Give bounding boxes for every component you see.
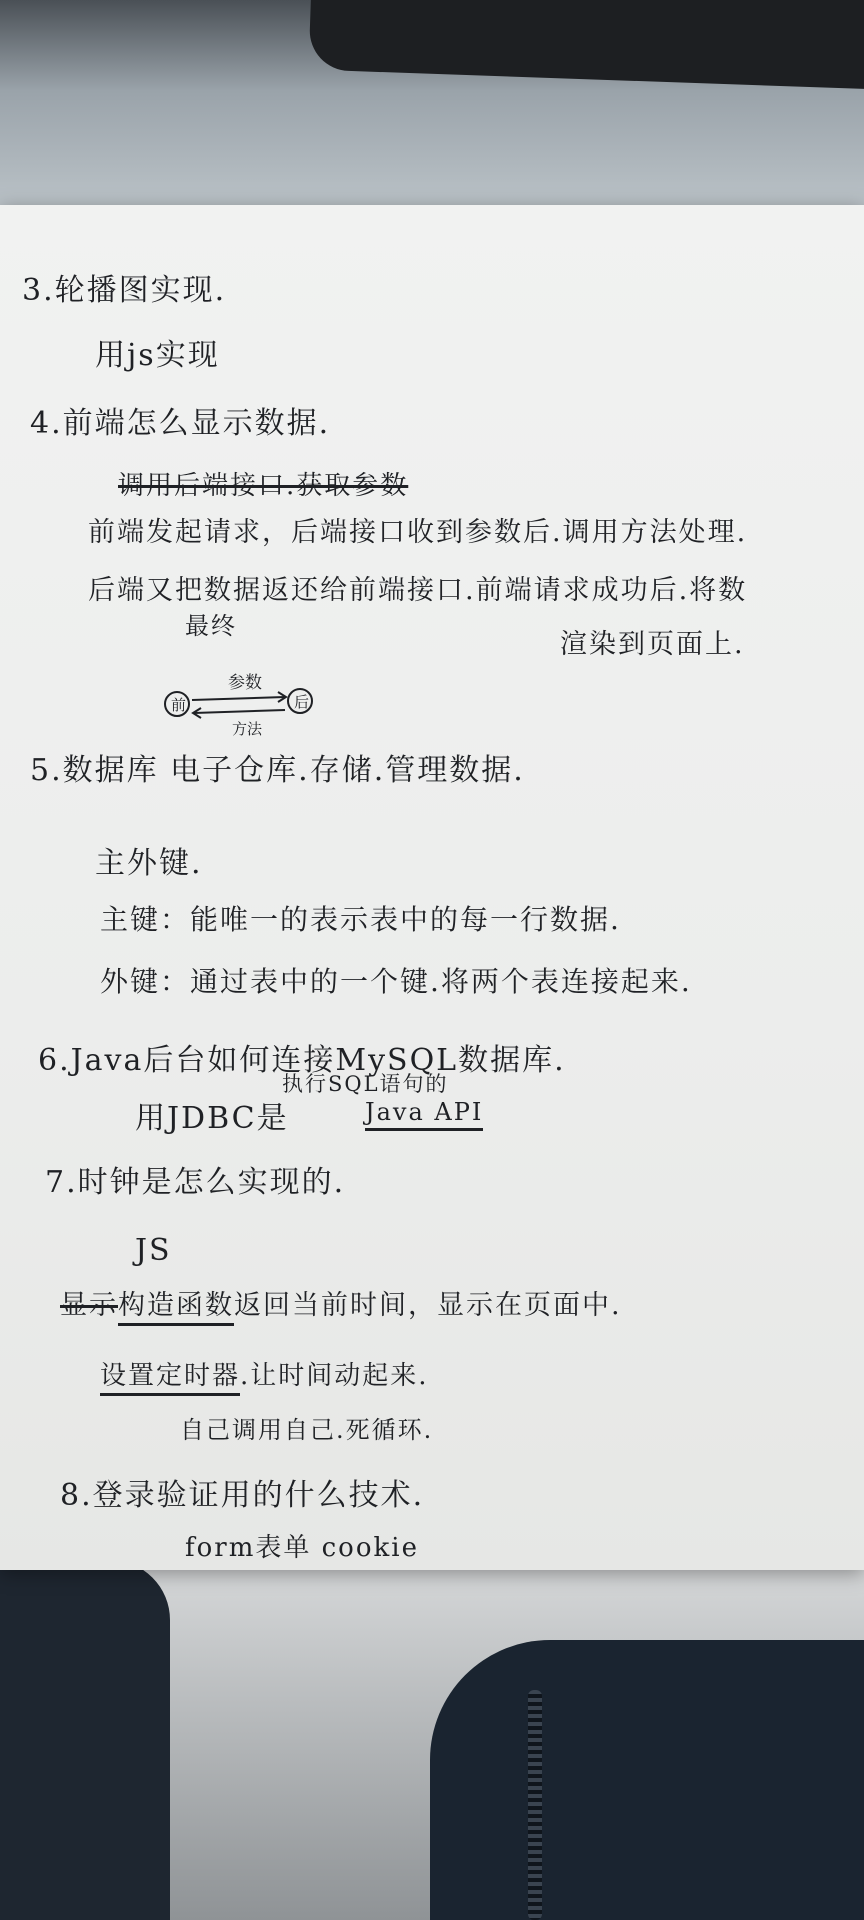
q8-title: 8.登录验证用的什么技术. (60, 1478, 425, 1513)
q5-title: 5.数据库 电子仓库.存储.管理数据. (30, 753, 525, 788)
q7-js: JS (135, 1233, 172, 1268)
q3-answer: 用js实现 (95, 338, 220, 373)
q4-line-3: 渲染到页面上. (560, 629, 745, 660)
q7-constructor: 构造函数 (118, 1290, 234, 1326)
q7-loop: 自己调用自己.死循环. (180, 1416, 434, 1444)
q6-java-api: Java API (365, 1098, 483, 1131)
jacket-right (430, 1640, 864, 1920)
q7-timer-line (100, 1355, 429, 1392)
jacket-left (0, 1560, 170, 1920)
q7-struck-text: 显示 (60, 1290, 118, 1321)
zipper (528, 1690, 542, 1920)
q6-title: 6.Java后台如何连接MySQL数据库. (38, 1043, 566, 1078)
front-back-diagram (150, 668, 350, 738)
q7-timer-rest: .让时间动起来. (240, 1361, 429, 1391)
q4-line-1: 前端发起请求，后端接口收到参数后.调用方法处理. (88, 517, 748, 548)
q4-title: 4.前端怎么显示数据. (30, 406, 331, 441)
q5-keys: 主外键. (95, 846, 203, 881)
q5-primary-key: 主键：能唯一的表示表中的每一行数据. (100, 903, 621, 936)
q5-foreign-key: 外键：通过表中的一个键.将两个表连接起来. (100, 965, 692, 998)
q8-answer: form表单 cookie (185, 1533, 419, 1563)
diagram-front-label: 前 (171, 696, 187, 714)
q4-note-final: 最终 (185, 612, 237, 640)
diagram-bottom-label: 方法 (232, 720, 263, 738)
q7-title: 7.时钟是怎么实现的. (45, 1165, 346, 1200)
q7-line (60, 1283, 622, 1322)
q7-rest: 返回当前时间，显示在页面中. (234, 1290, 622, 1321)
q6-answer: 用JDBC是 (135, 1101, 289, 1136)
q7-timer: 设置定时器 (100, 1361, 240, 1396)
request-arrow (192, 697, 285, 700)
diagram-back-label: 后 (294, 693, 310, 711)
q3-title: 3.轮播图实现. (22, 273, 227, 308)
q6-note: 执行SQL语句的 (282, 1072, 449, 1096)
q4-struck-text: 调用后端接口.获取参数 (118, 471, 409, 501)
q4-line-2: 后端又把数据返还给前端接口.前端请求成功后.将数 (88, 575, 748, 606)
diagram-top-label: 参数 (228, 673, 262, 693)
response-arrow (194, 710, 285, 713)
